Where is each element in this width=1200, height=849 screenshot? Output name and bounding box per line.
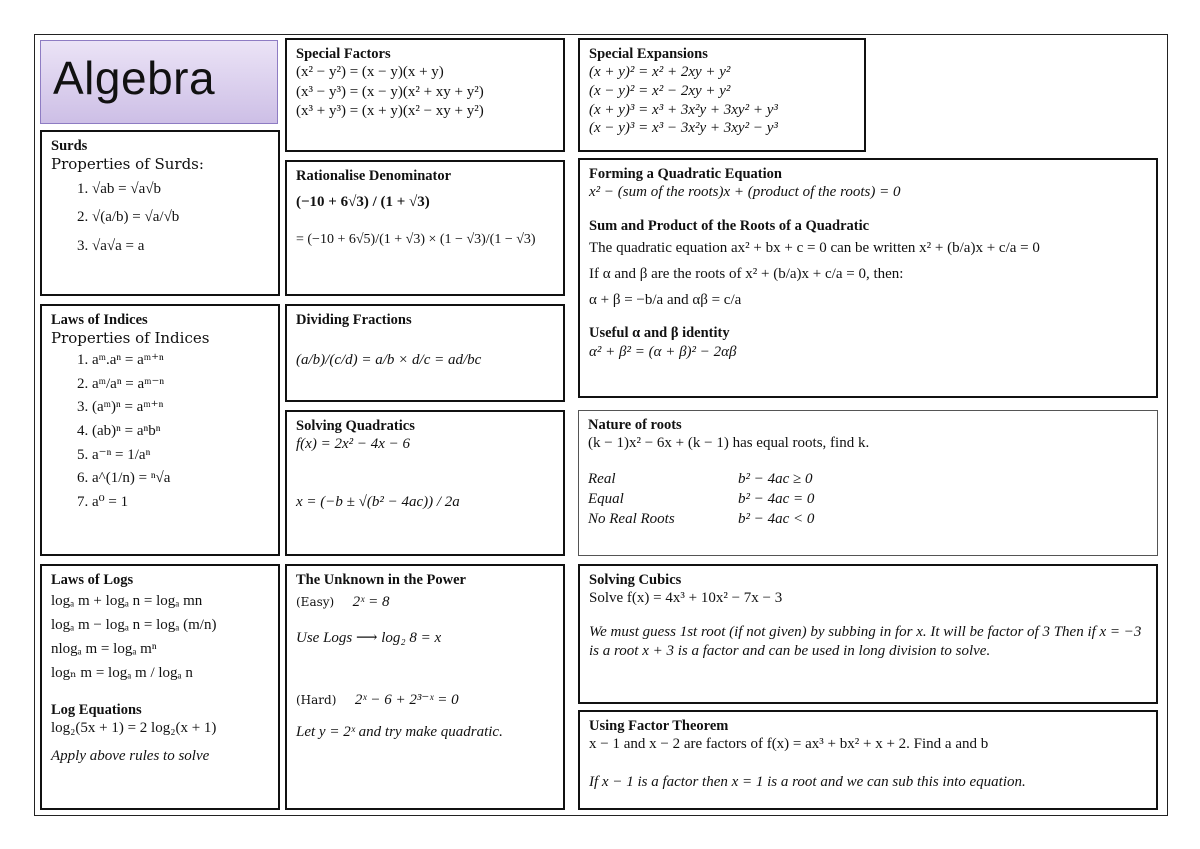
root-condition-none — [588, 510, 1148, 530]
factor-theorem-note: If x − 1 is a factor then x = 1 is a root and we can sub this into equation. — [589, 773, 1026, 790]
sum-product-line-2: If α and β are the roots of x² + (b/a)x + c/a = 0, then: — [589, 265, 904, 282]
rationalise-title: Rationalise Denominator — [296, 168, 452, 184]
log-rule-2: logₐ m − logₐ n = logₐ (m/n) — [51, 617, 217, 634]
special-factor-3: (x³ + y³) = (x + y)(x² − xy + y²) — [296, 103, 484, 120]
easy-equation: 2ˣ = 8 — [352, 594, 390, 611]
dividing-box — [285, 304, 565, 402]
index-rule-5: 5. a⁻ⁿ = 1/aⁿ — [77, 446, 151, 463]
root-condition: b² − 4ac < 0 — [738, 510, 815, 527]
solving-quadratics-title: Solving Quadratics — [296, 418, 415, 434]
rationalise-box — [285, 160, 565, 296]
index-rule-6: 6. a^(1/n) = ⁿ√a — [77, 470, 171, 487]
indices-subtitle: Properties of Indices — [51, 329, 210, 348]
index-rule-3: 3. (aᵐ)ⁿ = aᵐ⁺ⁿ — [77, 399, 164, 416]
dividing-rule: (a/b)/(c/d) = a/b × d/c = ad/bc — [296, 352, 482, 369]
forming-quadratic-box — [578, 158, 1158, 398]
special-expansions-title: Special Expansions — [589, 46, 708, 62]
log-rule-1: logₐ m + logₐ n = logₐ mn — [51, 593, 203, 610]
root-condition: b² − 4ac = 0 — [738, 490, 815, 507]
sum-product-title: Sum and Product of the Roots of a Quadratic — [589, 217, 870, 234]
sum-product-line-1: The quadratic equation ax² + bx + c = 0 can be written x² + (b/a)x + c/a = 0 — [589, 240, 1040, 257]
log-note: Apply above rules to solve — [51, 748, 210, 765]
nature-roots-question: (k − 1)x² − 6x + (k − 1) has equal roots, find k. — [588, 435, 870, 452]
special-factor-1: (x² − y²) = (x − y)(x + y) — [296, 64, 444, 81]
solving-cubics-line: Solve f(x) = 4x³ + 10x² − 7x − 3 — [589, 590, 783, 607]
hard-tag: (Hard) — [296, 692, 337, 707]
forming-quadratic-title: Forming a Quadratic Equation — [589, 166, 782, 182]
root-condition: b² − 4ac ≥ 0 — [738, 470, 813, 487]
hard-equation: 2ˣ − 6 + 2³⁻ˣ = 0 — [354, 691, 459, 708]
expansion-4: (x − y)³ = x³ − 3x²y + 3xy² − y³ — [589, 120, 778, 137]
surds-title: Surds — [51, 138, 88, 154]
index-rule-7: 7. a⁰ = 1 — [77, 494, 129, 511]
special-factors-title: Special Factors — [296, 46, 391, 62]
unknown-power-title: The Unknown in the Power — [296, 572, 466, 588]
identity-line: α² + β² = (α + β)² − 2αβ — [589, 343, 737, 360]
index-rule-1: 1. aᵐ.aⁿ = aᵐ⁺ⁿ — [77, 351, 164, 368]
nature-roots-box — [578, 410, 1158, 556]
identity-title: Useful α and β identity — [589, 325, 730, 342]
dividing-title: Dividing Fractions — [296, 312, 412, 328]
page-title: Algebra — [40, 40, 278, 124]
sum-product-line-3: α + β = −b/a and αβ = c/a — [589, 291, 742, 308]
solving-cubics-title: Solving Cubics — [589, 572, 682, 588]
surds-subtitle: Properties of Surds: — [51, 155, 204, 174]
root-condition-equal — [588, 490, 1148, 510]
surd-rule-3: 3. √a√a = a — [77, 237, 145, 254]
unknown-power-box — [285, 564, 565, 810]
special-factors-box — [285, 38, 565, 152]
expansion-1: (x + y)² = x² + 2xy + y² — [589, 64, 731, 81]
solving-cubics-note: We must guess 1st root (if not given) by subbing in for x. It will be factor of 3 Then if x = −3 is a root x + 3 is a factor and can be used in long division to solve. — [589, 623, 1142, 660]
quadratic-formula: x = (−b ± √(b² − 4ac)) / 2a — [296, 493, 460, 510]
quadratic-function: f(x) = 2x² − 4x − 6 — [296, 436, 410, 453]
special-expansions-box — [578, 38, 866, 152]
root-label: Real — [588, 470, 616, 487]
index-rule-2: 2. aᵐ/aⁿ = aᵐ⁻ⁿ — [77, 375, 165, 392]
factor-theorem-line: x − 1 and x − 2 are factors of f(x) = ax³ + bx² + x + 2. Find a and b — [589, 736, 989, 753]
logs-box — [40, 564, 280, 810]
nature-roots-title: Nature of roots — [588, 417, 682, 433]
use-logs-line: Use Logs ⟶ log₂ 8 = x — [296, 629, 442, 646]
root-condition-real — [588, 470, 1148, 490]
root-label: Equal — [588, 490, 624, 507]
forming-quadratic-rule: x² − (sum of the roots)x + (product of the roots) = 0 — [589, 184, 901, 201]
solving-cubics-box — [578, 564, 1158, 704]
easy-tag: (Easy) — [296, 595, 335, 610]
log-rule-4: logₙ m = logₐ m / logₐ n — [51, 665, 193, 682]
indices-box — [40, 304, 280, 556]
solving-quadratics-box — [285, 410, 565, 556]
surds-box — [40, 130, 280, 296]
surd-rule-1: 1. √ab = √a√b — [77, 180, 161, 197]
expansion-2: (x − y)² = x² − 2xy + y² — [589, 82, 731, 99]
rationalise-step: = (−10 + 6√5)/(1 + √3) × (1 − √3)/(1 − √3) — [296, 231, 536, 247]
special-factor-2: (x³ − y³) = (x − y)(x² + xy + y²) — [296, 83, 484, 100]
log-rule-3: nlogₐ m = logₐ mⁿ — [51, 641, 157, 658]
log-equation: log₂(5x + 1) = 2 log₂(x + 1) — [51, 720, 217, 737]
unknown-power-note: Let y = 2ˣ and try make quadratic. — [296, 723, 503, 740]
root-label: No Real Roots — [588, 510, 675, 527]
log-equations-title: Log Equations — [51, 702, 142, 719]
rationalise-expression: (−10 + 6√3) / (1 + √3) — [296, 194, 430, 211]
factor-theorem-box — [578, 710, 1158, 810]
factor-theorem-title: Using Factor Theorem — [589, 718, 729, 734]
surd-rule-2: 2. √(a/b) = √a/√b — [77, 209, 180, 226]
expansion-3: (x + y)³ = x³ + 3x²y + 3xy² + y³ — [589, 101, 778, 118]
logs-title: Laws of Logs — [51, 572, 134, 588]
indices-title: Laws of Indices — [51, 312, 148, 328]
index-rule-4: 4. (ab)ⁿ = aⁿbⁿ — [77, 422, 161, 439]
